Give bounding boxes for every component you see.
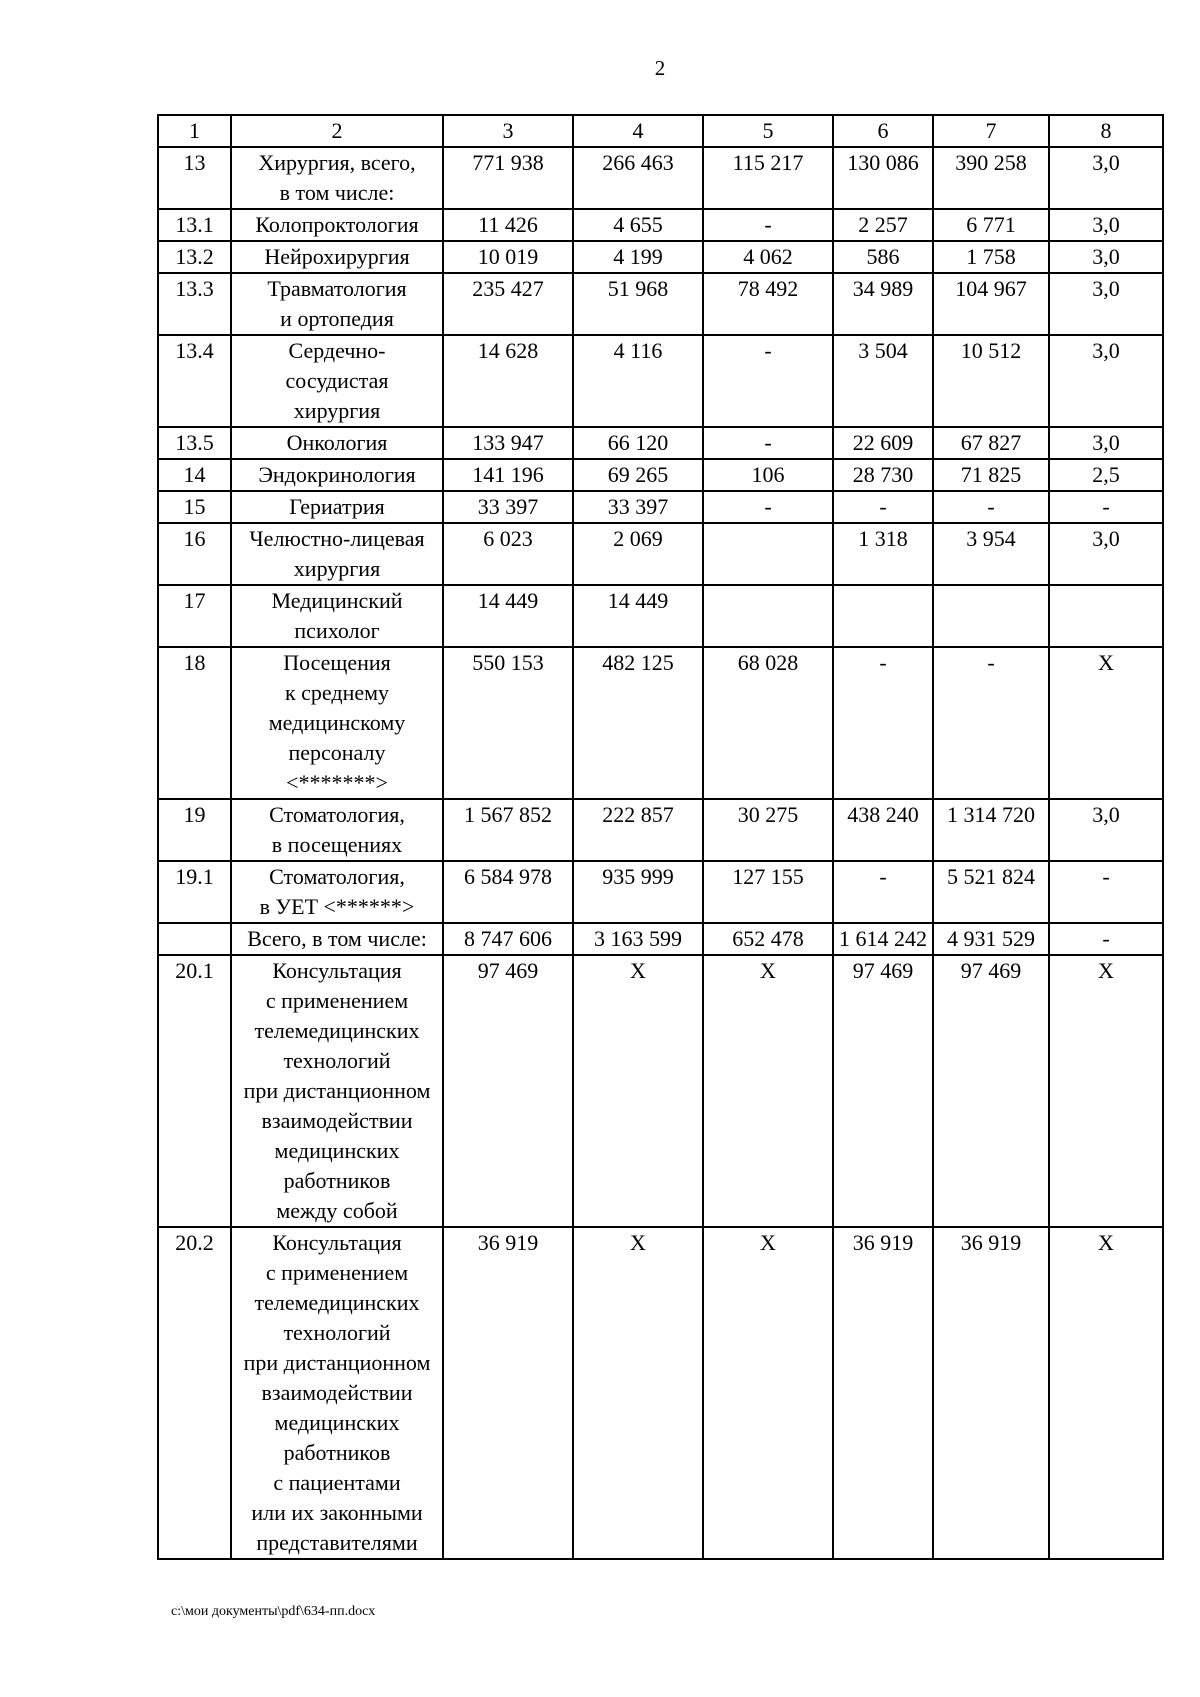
table-cell-col-1: 20.1 xyxy=(158,955,231,1227)
table-cell-col-7: 71 825 xyxy=(933,459,1049,491)
table-cell-col-4: 69 265 xyxy=(573,459,703,491)
table-row xyxy=(158,335,1163,427)
table-cell-col-1: 19 xyxy=(158,799,231,861)
table-cell-col-4: 4 655 xyxy=(573,209,703,241)
table-cell-col-6: 2 257 xyxy=(833,209,933,241)
table-row xyxy=(158,923,1163,955)
table-cell-col-3: 33 397 xyxy=(443,491,573,523)
table-cell-col-2: Колопроктология xyxy=(231,209,443,241)
table-cell-col-3: 550 153 xyxy=(443,647,573,799)
table-cell-col-2: Гериатрия xyxy=(231,491,443,523)
table-cell-col-5: Х xyxy=(703,955,833,1227)
table-cell-col-6: 28 730 xyxy=(833,459,933,491)
table-cell-col-7: 104 967 xyxy=(933,273,1049,335)
table-cell-col-4: 2 069 xyxy=(573,523,703,585)
table-cell-col-8: 3,0 xyxy=(1049,209,1163,241)
table-cell-col-2: Нейрохирургия xyxy=(231,241,443,273)
table-cell-col-7: 1 758 xyxy=(933,241,1049,273)
table-cell-col-6: 97 469 xyxy=(833,955,933,1227)
table-row xyxy=(158,273,1163,335)
table-cell-col-1 xyxy=(158,923,231,955)
table-cell-col-3: 1 567 852 xyxy=(443,799,573,861)
table-cell-col-3: 6 023 xyxy=(443,523,573,585)
table-cell-col-6: - xyxy=(833,647,933,799)
table-cell-col-1: 13.5 xyxy=(158,427,231,459)
table-cell-col-4: 4 xyxy=(573,115,703,147)
table-cell-col-4: 33 397 xyxy=(573,491,703,523)
table-cell-col-3: 3 xyxy=(443,115,573,147)
document-file-path: c:\мои документы\pdf\634-пп.docx xyxy=(171,1604,376,1619)
table-cell-col-8: 3,0 xyxy=(1049,427,1163,459)
table-cell-col-2: Стоматология, в посещениях xyxy=(231,799,443,861)
table-cell-col-6: - xyxy=(833,491,933,523)
table-cell-col-5: - xyxy=(703,335,833,427)
table-cell-col-3: 10 019 xyxy=(443,241,573,273)
table-cell-col-4: 935 999 xyxy=(573,861,703,923)
table-cell-col-4: 266 463 xyxy=(573,147,703,209)
table-cell-col-4: 3 163 599 xyxy=(573,923,703,955)
table-cell-col-1: 15 xyxy=(158,491,231,523)
table-cell-col-5: 5 xyxy=(703,115,833,147)
table-cell-col-3: 11 426 xyxy=(443,209,573,241)
table-cell-col-8: - xyxy=(1049,491,1163,523)
table-row xyxy=(158,861,1163,923)
table-cell-col-3: 6 584 978 xyxy=(443,861,573,923)
table-cell-col-4: 51 968 xyxy=(573,273,703,335)
table-cell-col-4: 222 857 xyxy=(573,799,703,861)
table-cell-col-7 xyxy=(933,585,1049,647)
table-cell-col-4: 66 120 xyxy=(573,427,703,459)
table-cell-col-1: 1 xyxy=(158,115,231,147)
table-cell-col-5: 127 155 xyxy=(703,861,833,923)
table-cell-col-1: 13.1 xyxy=(158,209,231,241)
table-cell-col-7: 3 954 xyxy=(933,523,1049,585)
table-cell-col-7: 6 771 xyxy=(933,209,1049,241)
table-cell-col-8: - xyxy=(1049,923,1163,955)
table-cell-col-3: 36 919 xyxy=(443,1227,573,1559)
table-cell-col-4: 4 199 xyxy=(573,241,703,273)
table-cell-col-1: 13.2 xyxy=(158,241,231,273)
table-cell-col-8: 3,0 xyxy=(1049,273,1163,335)
table-cell-col-5: 652 478 xyxy=(703,923,833,955)
table-cell-col-8: 3,0 xyxy=(1049,799,1163,861)
table-cell-col-8: 3,0 xyxy=(1049,147,1163,209)
table-header-row xyxy=(158,115,1163,147)
table-cell-col-3: 97 469 xyxy=(443,955,573,1227)
table-cell-col-3: 14 449 xyxy=(443,585,573,647)
table-cell-col-5: 68 028 xyxy=(703,647,833,799)
table-cell-col-2: Онкология xyxy=(231,427,443,459)
table-cell-col-2: Сердечно- сосудистая хирургия xyxy=(231,335,443,427)
table-cell-col-5: - xyxy=(703,209,833,241)
table-cell-col-3: 771 938 xyxy=(443,147,573,209)
table-cell-col-2: Медицинский психолог xyxy=(231,585,443,647)
table-cell-col-4: Х xyxy=(573,1227,703,1559)
table-row xyxy=(158,491,1163,523)
table-cell-col-2: Стоматология, в УЕТ <******> xyxy=(231,861,443,923)
table-cell-col-7: 390 258 xyxy=(933,147,1049,209)
table-cell-col-2: Челюстно-лицевая хирургия xyxy=(231,523,443,585)
table-row xyxy=(158,147,1163,209)
table-cell-col-7: 7 xyxy=(933,115,1049,147)
table-cell-col-8: Х xyxy=(1049,647,1163,799)
table-cell-col-3: 8 747 606 xyxy=(443,923,573,955)
table-cell-col-1: 14 xyxy=(158,459,231,491)
table-cell-col-7: - xyxy=(933,491,1049,523)
table-row xyxy=(158,585,1163,647)
table-cell-col-4: Х xyxy=(573,955,703,1227)
table-cell-col-1: 13.4 xyxy=(158,335,231,427)
table-row xyxy=(158,427,1163,459)
table-row xyxy=(158,647,1163,799)
table-cell-col-5: 78 492 xyxy=(703,273,833,335)
table-cell-col-5: 106 xyxy=(703,459,833,491)
table-cell-col-4: 4 116 xyxy=(573,335,703,427)
table-cell-col-6: 1 318 xyxy=(833,523,933,585)
table-cell-col-5 xyxy=(703,585,833,647)
table-cell-col-8: Х xyxy=(1049,955,1163,1227)
table-cell-col-7: 36 919 xyxy=(933,1227,1049,1559)
table-cell-col-6: 22 609 xyxy=(833,427,933,459)
table-cell-col-3: 14 628 xyxy=(443,335,573,427)
table-cell-col-7: 67 827 xyxy=(933,427,1049,459)
table-cell-col-8: 3,0 xyxy=(1049,335,1163,427)
table-cell-col-8: 3,0 xyxy=(1049,523,1163,585)
table-cell-col-6: 438 240 xyxy=(833,799,933,861)
table-cell-col-4: 14 449 xyxy=(573,585,703,647)
table-row xyxy=(158,241,1163,273)
table-cell-col-5: 30 275 xyxy=(703,799,833,861)
table-cell-col-5: 4 062 xyxy=(703,241,833,273)
table-cell-col-5: - xyxy=(703,491,833,523)
table-cell-col-1: 17 xyxy=(158,585,231,647)
table-cell-col-1: 16 xyxy=(158,523,231,585)
table-row xyxy=(158,459,1163,491)
table-cell-col-2: Посещения к среднему медицинскому персоналу <*******> xyxy=(231,647,443,799)
table-cell-col-6: 130 086 xyxy=(833,147,933,209)
table-cell-col-8: 8 xyxy=(1049,115,1163,147)
table-cell-col-2: Хирургия, всего, в том числе: xyxy=(231,147,443,209)
table-cell-col-2: Травматология и ортопедия xyxy=(231,273,443,335)
table-cell-col-2: Консультация с применением телемедицинских технологий при дистанционном взаимодействии медицинских работников с пациентами или их законными представителями xyxy=(231,1227,443,1559)
table-cell-col-8: 2,5 xyxy=(1049,459,1163,491)
table-cell-col-1: 18 xyxy=(158,647,231,799)
table-cell-col-6: 3 504 xyxy=(833,335,933,427)
table-cell-col-5 xyxy=(703,523,833,585)
table-cell-col-8 xyxy=(1049,585,1163,647)
table-cell-col-2: Всего, в том числе: xyxy=(231,923,443,955)
table-cell-col-7: 5 521 824 xyxy=(933,861,1049,923)
table-cell-col-1: 19.1 xyxy=(158,861,231,923)
data-table xyxy=(157,114,1164,1560)
table-cell-col-6: 36 919 xyxy=(833,1227,933,1559)
table-cell-col-3: 235 427 xyxy=(443,273,573,335)
table-row xyxy=(158,523,1163,585)
page-number: 2 xyxy=(654,56,666,80)
table-cell-col-7: 4 931 529 xyxy=(933,923,1049,955)
table-cell-col-3: 133 947 xyxy=(443,427,573,459)
table-cell-col-5: Х xyxy=(703,1227,833,1559)
table-cell-col-4: 482 125 xyxy=(573,647,703,799)
table-cell-col-6: 6 xyxy=(833,115,933,147)
table-row xyxy=(158,955,1163,1227)
table-cell-col-6 xyxy=(833,585,933,647)
table-cell-col-8: - xyxy=(1049,861,1163,923)
table-row xyxy=(158,799,1163,861)
table-cell-col-6: - xyxy=(833,861,933,923)
table-row xyxy=(158,1227,1163,1559)
table-row xyxy=(158,209,1163,241)
table-cell-col-8: 3,0 xyxy=(1049,241,1163,273)
table-cell-col-5: 115 217 xyxy=(703,147,833,209)
table-cell-col-2: 2 xyxy=(231,115,443,147)
table-cell-col-6: 586 xyxy=(833,241,933,273)
table-cell-col-1: 20.2 xyxy=(158,1227,231,1559)
table-cell-col-2: Консультация с применением телемедицинских технологий при дистанционном взаимодействии медицинских работников между собой xyxy=(231,955,443,1227)
table-cell-col-6: 1 614 242 xyxy=(833,923,933,955)
table-cell-col-7: 1 314 720 xyxy=(933,799,1049,861)
table-cell-col-1: 13 xyxy=(158,147,231,209)
table-cell-col-5: - xyxy=(703,427,833,459)
table-cell-col-8: Х xyxy=(1049,1227,1163,1559)
table-cell-col-1: 13.3 xyxy=(158,273,231,335)
table-cell-col-7: 97 469 xyxy=(933,955,1049,1227)
table-cell-col-2: Эндокринология xyxy=(231,459,443,491)
table-cell-col-7: 10 512 xyxy=(933,335,1049,427)
table-cell-col-3: 141 196 xyxy=(443,459,573,491)
table-cell-col-7: - xyxy=(933,647,1049,799)
table-cell-col-6: 34 989 xyxy=(833,273,933,335)
